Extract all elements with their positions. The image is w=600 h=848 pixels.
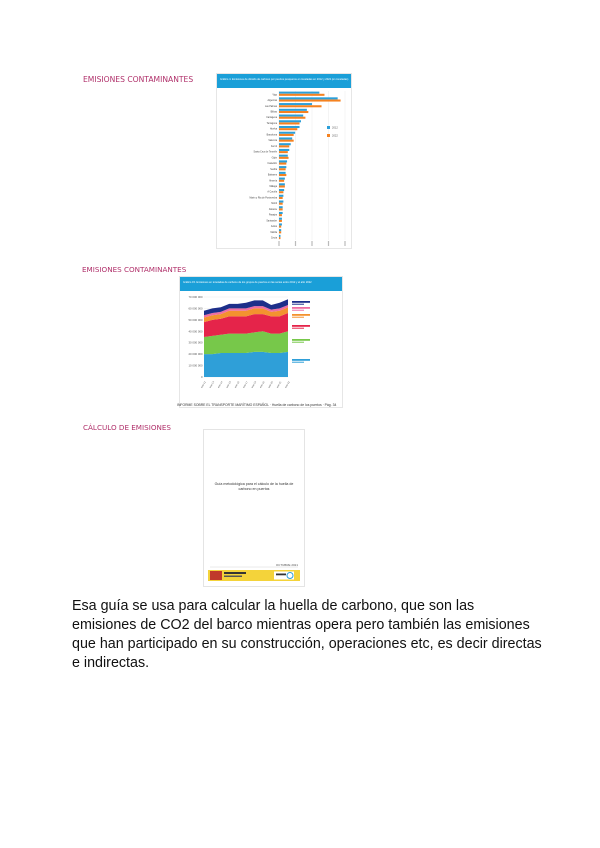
section-label-calculo: CÁLCULO DE EMISIONES xyxy=(83,423,171,432)
category-label: Huelva xyxy=(269,128,277,131)
legend-entry xyxy=(292,328,304,329)
x-tick-label: ene-12 xyxy=(200,380,207,389)
category-label: Tarragona xyxy=(266,122,277,125)
legend-swatch xyxy=(327,134,330,137)
bar-2022 xyxy=(279,197,283,199)
bar-2012 xyxy=(279,223,282,225)
category-label: Barcelona xyxy=(266,134,277,137)
legend-entry xyxy=(292,310,304,311)
chart-header-band xyxy=(217,74,351,88)
legend-entry xyxy=(292,317,304,318)
x-tick-label: ene-21 xyxy=(276,380,283,389)
category-label: Melilla xyxy=(270,231,277,234)
bar-2022 xyxy=(279,231,281,233)
section-label-emisiones-2: EMISIONES CONTAMINANTES xyxy=(82,265,187,274)
y-tick-label: 50 000 000 xyxy=(188,317,203,322)
category-label: Valencia xyxy=(268,140,277,143)
bar-2012 xyxy=(279,189,284,191)
bar-2012 xyxy=(279,160,287,162)
bar-2022 xyxy=(279,220,282,222)
bar-2022 xyxy=(279,128,297,130)
x-tick-label: ene-18 xyxy=(250,380,258,389)
bar-2022 xyxy=(279,157,289,159)
area-chart-emisiones xyxy=(179,276,343,408)
category-label: Ceuta xyxy=(270,237,277,240)
bar-2022 xyxy=(279,191,283,193)
legend-swatch xyxy=(327,126,330,129)
bar-2012 xyxy=(279,132,295,134)
bar-2022 xyxy=(279,145,289,147)
x-tick-mark xyxy=(295,241,296,246)
legend-entry xyxy=(292,342,304,343)
bar-2012 xyxy=(279,235,280,237)
bar-2022 xyxy=(279,174,286,176)
bar-2022 xyxy=(279,185,285,187)
x-tick-label: ene-22 xyxy=(284,380,291,389)
bar-2012 xyxy=(279,200,283,202)
legend-entry xyxy=(292,362,304,363)
chart-caption: INFORME SOBRE EL TRANSPORTE MARÍTIMO ESPAÑOL · Huella de carbono de los puertos · Pág. 34 xyxy=(177,403,337,407)
y-tick-label: 20 000 000 xyxy=(188,352,203,357)
category-label: Santander xyxy=(266,220,277,223)
bar-2012 xyxy=(279,103,312,105)
y-tick-label: 0 xyxy=(200,375,203,379)
legend-entry xyxy=(292,307,310,309)
bar-2022 xyxy=(279,168,286,170)
bar-2022 xyxy=(279,117,305,119)
x-tick-mark xyxy=(311,241,312,246)
category-label: Las Palmas xyxy=(264,105,277,108)
bar-2022 xyxy=(279,151,288,153)
cover-date: OCTUBRE 2021 xyxy=(275,563,298,567)
category-label: Bilbao xyxy=(270,111,277,114)
bar-2012 xyxy=(279,206,283,208)
bar-2022 xyxy=(279,203,283,205)
bar-2012 xyxy=(279,97,338,99)
y-tick-label: 40 000 000 xyxy=(188,329,203,334)
bar-2012 xyxy=(279,109,307,111)
legend-entry xyxy=(292,314,310,316)
category-label: Santa Cruz de Tenerife xyxy=(253,151,277,154)
bar-2022 xyxy=(279,140,294,142)
legend-label: 2022 xyxy=(332,134,338,138)
category-label: Sevilla xyxy=(270,168,277,171)
bar-2012 xyxy=(279,92,319,94)
category-label: Pasajes xyxy=(268,214,277,217)
chart-header-text: Gráfico 4. Emisiones de dióxido de carbono por puertos pesqueros en toneladas en 2012 y 2022 (en toneladas) xyxy=(220,78,349,81)
x-tick-label: ene-14 xyxy=(217,380,224,389)
legend-entry xyxy=(292,325,310,327)
x-tick-label: ene-17 xyxy=(242,380,249,389)
category-label: Marín y Ría de Pontevedra xyxy=(249,197,277,200)
legend-entry xyxy=(292,359,310,361)
bar-2012 xyxy=(279,149,289,151)
category-label: Vigo xyxy=(272,94,277,97)
category-label: Almería xyxy=(269,180,277,183)
bar-2012 xyxy=(279,178,285,180)
bar-2022 xyxy=(279,134,294,136)
bar-2012 xyxy=(279,155,288,157)
bar-chart-svg xyxy=(217,74,351,248)
area-chart-svg xyxy=(180,277,342,407)
bar-2012 xyxy=(279,166,286,168)
bar-2012 xyxy=(279,218,282,220)
area-header-text: Gráfico 15. Emisiones en toneladas de carbono de los grupos de puertos en las series entre 2012 y el año 2022 xyxy=(183,281,312,284)
bar-2022 xyxy=(279,111,308,113)
category-label: Motril xyxy=(271,203,277,206)
legend-entry xyxy=(292,301,310,303)
legend-entry xyxy=(292,304,304,305)
bar-2012 xyxy=(279,115,303,117)
bar-2022 xyxy=(279,180,284,182)
x-tick-mark xyxy=(344,241,345,246)
bar-2022 xyxy=(279,100,341,102)
x-tick-label: ene-16 xyxy=(234,380,241,389)
bar-2022 xyxy=(279,122,300,124)
bar-2012 xyxy=(279,137,292,139)
body-paragraph: Esa guía se usa para calcular la huella de carbono, que son las emisiones de CO2 del barco mientras opera pero también las emisiones que han participado en su construcción, operaciones etc, es decir directas e indirectas. xyxy=(72,598,542,671)
category-label: Alicante xyxy=(268,208,277,211)
category-label: Algeciras xyxy=(267,100,277,103)
category-label: Málaga xyxy=(269,185,277,188)
bar-2022 xyxy=(279,214,282,216)
category-label: Gijón xyxy=(271,157,277,160)
legend-entry xyxy=(292,339,310,341)
bar-2022 xyxy=(279,226,281,228)
category-label: Ferrol xyxy=(271,145,277,148)
bar-chart-emisiones xyxy=(216,73,352,249)
y-tick-label: 10 000 000 xyxy=(188,363,203,368)
y-tick-label: 30 000 000 xyxy=(188,340,203,345)
bar-2012 xyxy=(279,172,286,174)
x-tick-label: ene-20 xyxy=(267,380,274,389)
bar-2022 xyxy=(279,105,322,107)
x-tick-label: ene-15 xyxy=(225,380,232,389)
category-label: Cartagena xyxy=(266,117,277,120)
y-tick-label: 70 000 000 xyxy=(188,295,203,299)
x-tick-label: ene-13 xyxy=(208,380,216,389)
bar-2012 xyxy=(279,212,283,214)
category-label: Avilés xyxy=(270,226,277,229)
legend-label: 2012 xyxy=(332,126,338,130)
category-label: Castellón xyxy=(267,163,277,166)
area-series-0 xyxy=(204,352,288,377)
area-header-band xyxy=(180,277,342,291)
bar-2022 xyxy=(279,163,286,165)
x-tick-mark xyxy=(278,241,279,246)
y-tick-label: 60 000 000 xyxy=(188,306,203,311)
coat-of-arms-icon xyxy=(210,571,222,580)
bar-2012 xyxy=(279,195,283,197)
category-label: A Coruña xyxy=(267,191,277,194)
x-tick-mark xyxy=(328,241,329,246)
guide-cover-thumbnail xyxy=(204,430,304,586)
bar-2012 xyxy=(279,183,285,185)
cover-title: Guía metodológica para el cálculo de la huella de carbono en puertos xyxy=(214,482,294,491)
bar-2012 xyxy=(279,143,291,145)
bar-2022 xyxy=(279,94,324,96)
cover-logos xyxy=(204,430,304,586)
category-label: Baleares xyxy=(267,174,277,177)
bar-2022 xyxy=(279,208,283,210)
section-label-emisiones-1: EMISIONES CONTAMINANTES xyxy=(83,75,194,84)
bar-2012 xyxy=(279,120,301,122)
bar-2012 xyxy=(279,126,300,128)
bar-2012 xyxy=(279,229,281,231)
bar-2022 xyxy=(279,237,280,239)
x-tick-label: ene-19 xyxy=(259,380,266,389)
